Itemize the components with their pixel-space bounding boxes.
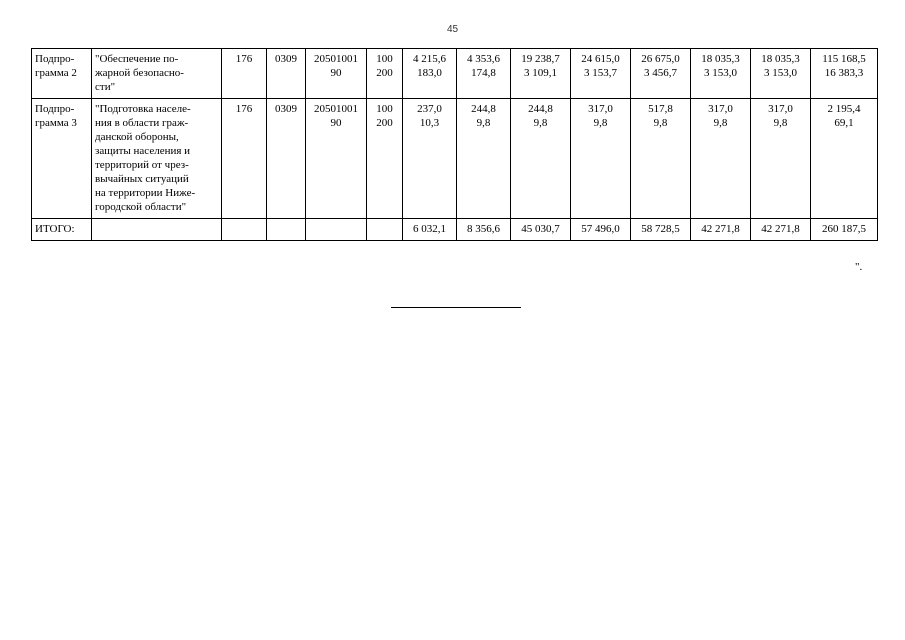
target-article-cell: 20501001 90 — [306, 99, 367, 219]
total-label-cell: ИТОГО: — [32, 219, 92, 241]
section-cell: 0309 — [267, 49, 306, 99]
value-cell: 4 353,6 174,8 — [457, 49, 511, 99]
table-row — [32, 49, 878, 99]
section-cell: 0309 — [267, 99, 306, 219]
value-cell: 244,8 9,8 — [511, 99, 571, 219]
value-cell: 26 675,0 3 456,7 — [631, 49, 691, 99]
empty-cell — [92, 219, 222, 241]
grbs-cell: 176 — [222, 99, 267, 219]
value-cell: 244,8 9,8 — [457, 99, 511, 219]
target-article-cell: 20501001 90 — [306, 49, 367, 99]
total-value-cell: 42 271,8 — [691, 219, 751, 241]
value-cell: 4 215,6 183,0 — [403, 49, 457, 99]
grbs-cell: 176 — [222, 49, 267, 99]
value-cell: 19 238,7 3 109,1 — [511, 49, 571, 99]
divider-line — [391, 307, 521, 308]
row-label-cell: Подпро- грамма 2 — [32, 49, 92, 99]
value-cell: 24 615,0 3 153,7 — [571, 49, 631, 99]
empty-cell — [306, 219, 367, 241]
row-name-cell: "Обеспечение по- жарной безопасно- сти" — [92, 49, 222, 99]
total-value-cell: 58 728,5 — [631, 219, 691, 241]
expense-type-cell: 100 200 — [367, 49, 403, 99]
table-row — [32, 99, 878, 219]
empty-cell — [222, 219, 267, 241]
empty-cell — [367, 219, 403, 241]
value-cell: 18 035,3 3 153,0 — [691, 49, 751, 99]
total-value-cell: 8 356,6 — [457, 219, 511, 241]
total-value-cell: 57 496,0 — [571, 219, 631, 241]
value-cell: 18 035,3 3 153,0 — [751, 49, 811, 99]
total-value-cell: 6 032,1 — [403, 219, 457, 241]
value-cell: 237,0 10,3 — [403, 99, 457, 219]
value-cell: 317,0 9,8 — [751, 99, 811, 219]
value-cell: 517,8 9,8 — [631, 99, 691, 219]
value-cell: 317,0 9,8 — [571, 99, 631, 219]
empty-cell — [267, 219, 306, 241]
closing-quote-mark: ". — [855, 261, 863, 273]
page-number: 45 — [446, 24, 459, 35]
value-cell: 317,0 9,8 — [691, 99, 751, 219]
budget-table — [31, 48, 878, 241]
value-cell: 115 168,5 16 383,3 — [811, 49, 878, 99]
value-cell: 2 195,4 69,1 — [811, 99, 878, 219]
total-row — [32, 219, 878, 241]
total-value-cell: 42 271,8 — [751, 219, 811, 241]
expense-type-cell: 100 200 — [367, 99, 403, 219]
total-value-cell: 260 187,5 — [811, 219, 878, 241]
row-name-cell: "Подготовка населе- ния в области граж- данской обороны, защиты населения и территорий от чрез- вычайных ситуаций на территории Ниже- городской области" — [92, 99, 222, 219]
total-value-cell: 45 030,7 — [511, 219, 571, 241]
row-label-cell: Подпро- грамма 3 — [32, 99, 92, 219]
